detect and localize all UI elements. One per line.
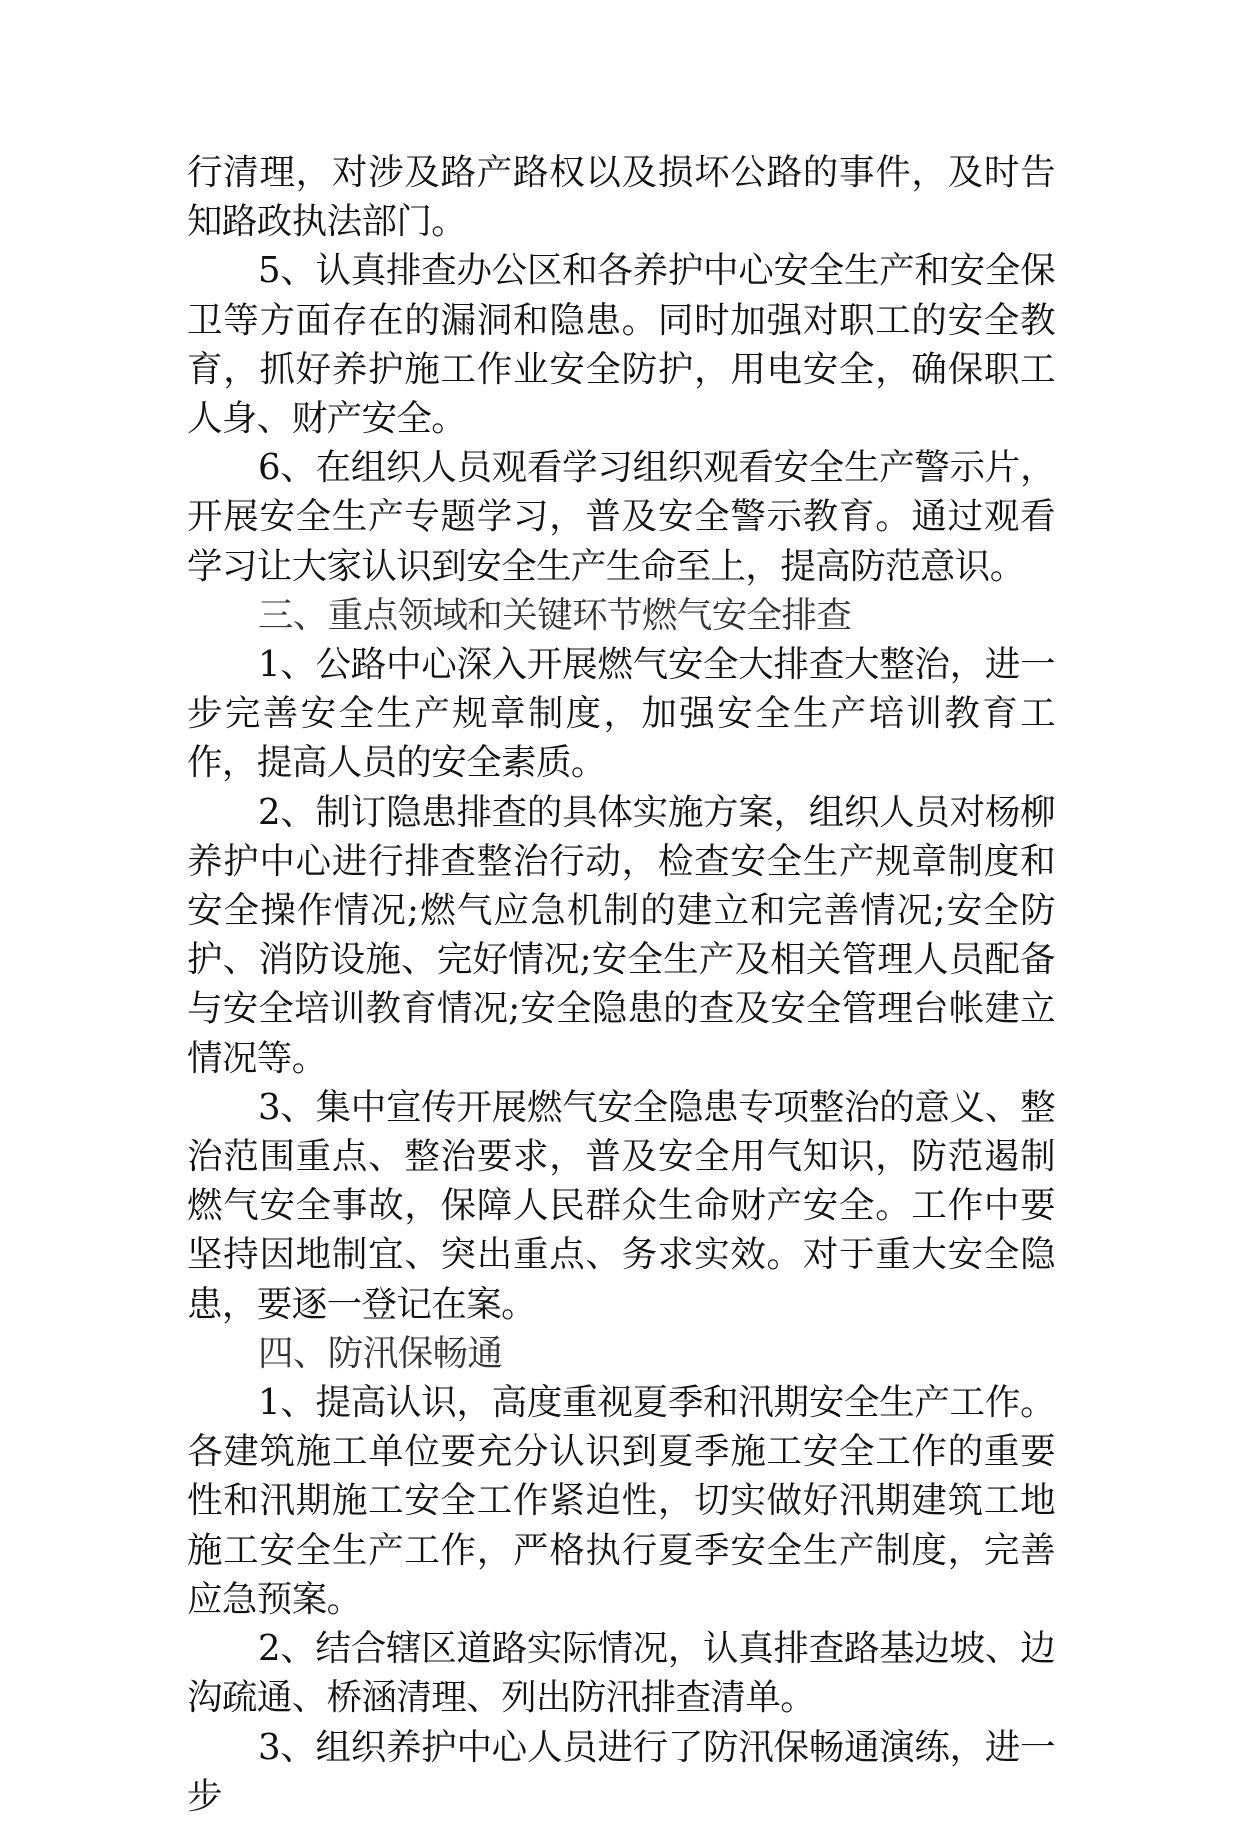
- paragraph-item-1: 1、公路中心深入开展燃气安全大排查大整治，进一步完善安全生产规章制度，加强安全生产培训教育工作，提高人员的安全素质。: [187, 644, 1055, 784]
- section-heading-4: 四、防汛保畅通: [258, 1332, 503, 1374]
- paragraph-item-5: 5、认真排查办公区和各养护中心安全生产和安全保卫等方面存在的漏洞和隐患。同时加强对职工的安全教育，抓好养护施工作业安全防护，用电安全，确保职工人身、财产安全。: [187, 250, 1055, 440]
- section-heading-3: 三、重点领域和关键环节燃气安全排查: [258, 594, 852, 636]
- paragraph-continuation: 行清理，对涉及路产路权以及损坏公路的事件，及时告知路政执法部门。: [187, 152, 1055, 243]
- paragraph-item-3: 3、组织养护中心人员进行了防汛保畅通演练，进一步: [187, 1726, 1055, 1817]
- paragraph-item-3: 3、集中宣传开展燃气安全隐患专项整治的意义、整治范围重点、整治要求，普及安全用气知识，防范遏制燃气安全事故，保障人民群众生命财产安全。工作中要坚持因地制宜、突出重点、务求实效。对于重大安全隐患，要逐一登记在案。: [187, 1086, 1055, 1325]
- paragraph-item-6: 6、在组织人员观看学习组织观看安全生产警示片，开展安全生产专题学习，普及安全警示教育。通过观看学习让大家认识到安全生产生命至上，提高防范意识。: [187, 447, 1055, 587]
- document-body: [187, 148, 1055, 1821]
- paragraph-item-2: 2、制订隐患排查的具体实施方案，组织人员对杨柳养护中心进行排查整治行动，检查安全生产规章制度和安全操作情况;燃气应急机制的建立和完善情况;安全防护、消防设施、完好情况;安全生产及相关管理人员配备与安全培训教育情况;安全隐患的查及安全管理台帐建立情况等。: [187, 791, 1055, 1079]
- paragraph-item-2: 2、结合辖区道路实际情况，认真排查路基边坡、边沟疏通、桥涵清理、列出防汛排查清单。: [187, 1628, 1055, 1719]
- paragraph-item-1: 1、提高认识，高度重视夏季和汛期安全生产工作。各建筑施工单位要充分认识到夏季施工安全工作的重要性和汛期施工安全工作紧迫性，切实做好汛期建筑工地施工安全生产工作，严格执行夏季安全生产制度，完善应急预案。: [187, 1382, 1055, 1620]
